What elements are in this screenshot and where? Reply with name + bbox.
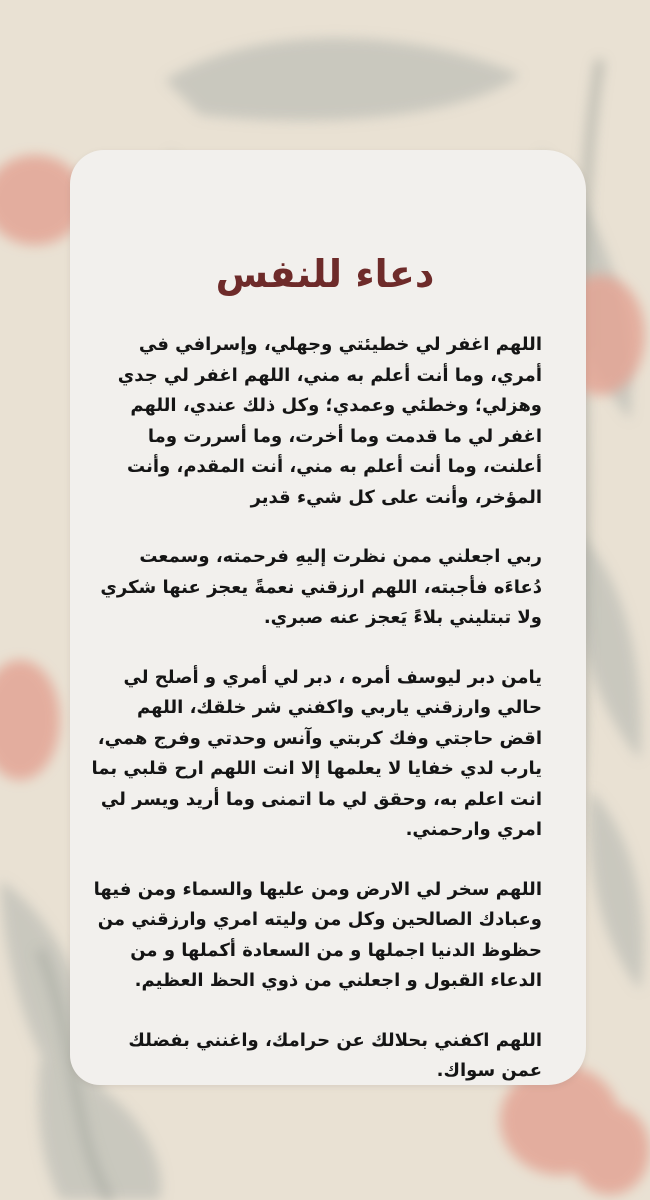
prayer-paragraph: اللهم اغفر لي خطيئتي وجهلي، وإسرافي في أمري، وما أنت أعلم به مني، اللهم اغفر لي جدي وهزلي؛ وخطئي وعمدي؛ وكل ذلك عندي، اللهم اغفر لي ما قدمت وما أخرت، وما أسررت وما أعلنت، وما أنت أعلم به مني، أنت المقدم، وأنت المؤخر، وأنت على كل شيء قدير [117,334,542,508]
prayer-text [90,330,542,1116]
page-title: دعاء للنفس [215,252,435,296]
prayer-paragraph: ربي اجعلني ممن نظرت إليهِ فرحمته، وسمعت دُعاءَه فأجبته، اللهم ارزقني نعمةً يعجز عنها شكري ولا تبتليني بلاءً يَعجز عنه صبري. [100,546,542,628]
prayer-paragraph: اللهم اكفني بحلالك عن حرامك، واغنني بفضلك عمن سواك. [128,1029,542,1081]
prayer-paragraph: اللهم سخر لي الارض ومن عليها والسماء ومن فيها وعبادك الصالحين وكل من وليته امري وارزقني من حظوظ الدنيا اجملها و من السعادة أكملها و من الدعاء القبول و اجعلني من ذوي الحظ العظيم. [93,878,542,991]
prayer-paragraph: يامن دبر ليوسف أمره ، دبر لي أمري و أصلح لي حالي وارزقني ياربي واكفني شر خلقك، اللهم اقض حاجتي وفك كربتي وآنس وحدتي وفرج همي، يارب لدي خفايا لا يعلمها إلا انت اللهم ارح قلبي بما انت اعلم به، وحقق لي ما اتمنى وما أريد ويسر لي امري وارحمني. [91,666,542,840]
